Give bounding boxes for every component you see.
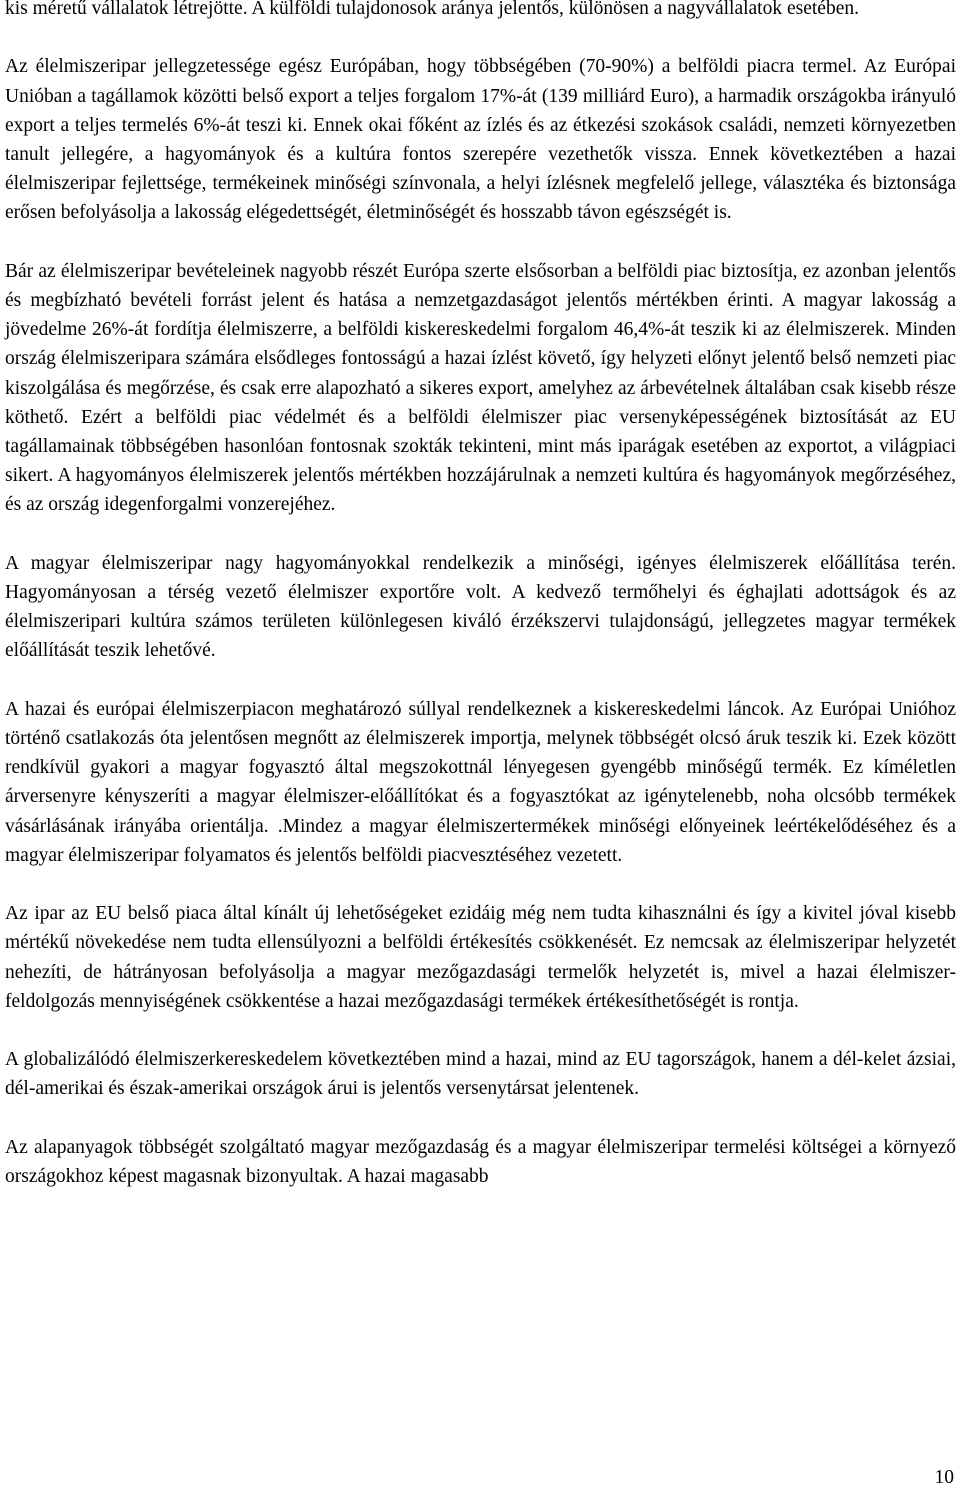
- paragraph: Az ipar az EU belső piaca által kínált új lehetőségeket ezidáig még nem tudta kihasználni és így a kivitel jóval kisebb mértékű növekedése nem tudta ellensúlyozni a belföldi értékesítés csökkenését. Ez nemcsak az élelmiszeripar helyzetét nehezíti, de hátrányosan befolyásolja a magyar mezőgazdasági termelők helyzetét is, mivel a hazai élelmiszer-feldolgozás mennyiségének csökkentése a hazai mezőgazdasági termékek értékesíthetőségét is rontja.: [5, 903, 956, 1012]
- paragraph: A globalizálódó élelmiszerkereskedelem következtében mind a hazai, mind az EU tagországok, hanem a dél-kelet ázsiai, dél-amerikai és észak-amerikai országok árui is jelentős versenytársat jelentenek.: [5, 1049, 956, 1100]
- document-page: [5, 0, 956, 1220]
- paragraph: A magyar élelmiszeripar nagy hagyományokkal rendelkezik a minőségi, igényes élelmiszerek előállítása terén. Hagyományosan a térség vezető élelmiszer exportőre volt. A kedvező termőhelyi és éghajlati adottságok és az élelmiszeripari kultúra számos területen különlegesen kiváló érzékszervi tulajdonságú, jellegzetes magyar termékek előállítását teszik lehetővé.: [5, 552, 956, 662]
- paragraph: A hazai és európai élelmiszerpiacon meghatározó súllyal rendelkeznek a kiskereskedelmi láncok. Az Európai Unióhoz történő csatlakozás óta jelentősen megnőtt az élelmiszerek importja, melynek többségét olcsó áruk teszik ki. Ezek között rendkívül gyakori a magyar fogyasztó által megszokottnál lényegesen gyengébb minőségű termék. Ez kíméletlen árversenyre kényszeríti a magyar élelmiszer-előállítókat és a fogyasztókat az igénytelenebb, noha olcsóbb termékek vásárlásának irányába orientálja. .Mindez a magyar élelmiszertermékek minőségi előnyeinek leértékelődéséhez és a magyar élelmiszeripar folyamatos és jelentős belföldi piacvesztéséhez vezetett.: [5, 698, 956, 866]
- paragraph: Az élelmiszeripar jellegzetessége egész Európában, hogy többségében (70-90%) a belföldi piacra termel. Az Európai Unióban a tagállamok közötti belső export a teljes forgalom 17%-át (139 milliárd Euro), a harmadik országokba irányuló export a teljes termelés 6%-át teszi ki. Ennek okai főként az ízlés és az étkezési szokások családi, nemzeti környezetben tanult jellegére, a hagyományok és a kultúra fontos szerepére vezethetők vissza. Ennek következtében a hazai élelmiszeripar fejlettsége, termékeinek minőségi színvonala, a helyi ízlésnek megfelelő jellege, választéka és biztonsága erősen befolyásolja a lakosság elégedettségét, életminőségét és hosszabb távon egészségét is.: [5, 56, 956, 224]
- paragraph: Az alapanyagok többségét szolgáltató magyar mezőgazdaság és a magyar élelmiszeripar termelési költségei a környező országokhoz képest magasnak bizonyultak. A hazai magasabb: [5, 1136, 956, 1188]
- paragraph: Bár az élelmiszeripar bevételeinek nagyobb részét Európa szerte elsősorban a belföldi piac biztosítja, ez azonban jelentős és megbízható bevételi forrást jelent és hatása a nemzetgazdaságot jelentős mértékben érinti. A magyar lakosság a jövedelme 26%-át fordítja élelmiszerre, a belföldi kiskereskedelmi forgalom 46,4%-át teszik ki az élelmiszerek. Minden ország élelmiszeripara számára elsődleges fontosságú a hazai ízlést követő, így helyzeti előnyt jelentő belső nemzeti piac kiszolgálása és megőrzése, és csak erre alapozható a sikeres export, amelyhez az árbevételnek általában csak kisebb része köthető. Ezért a belföldi piac védelmét és a belföldi élelmiszer piac versenyképességének biztosítását az EU tagállamainak többségében hasonlóan fontosnak szokták tekinteni, mint más iparágak esetében az exportot, a világpiaci sikert. A hagyományos élelmiszerek jelentős mértékben hozzájárulnak a nemzeti kultúra és hagyományok megőrzéséhez, és az ország idegenforgalmi vonzerejéhez.: [5, 260, 956, 516]
- paragraph: kis méretű vállalatok létrejötte. A külföldi tulajdonosok aránya jelentős, különösen a nagyvállalatok esetében.: [5, 0, 859, 19]
- page-number: 10: [934, 1467, 954, 1488]
